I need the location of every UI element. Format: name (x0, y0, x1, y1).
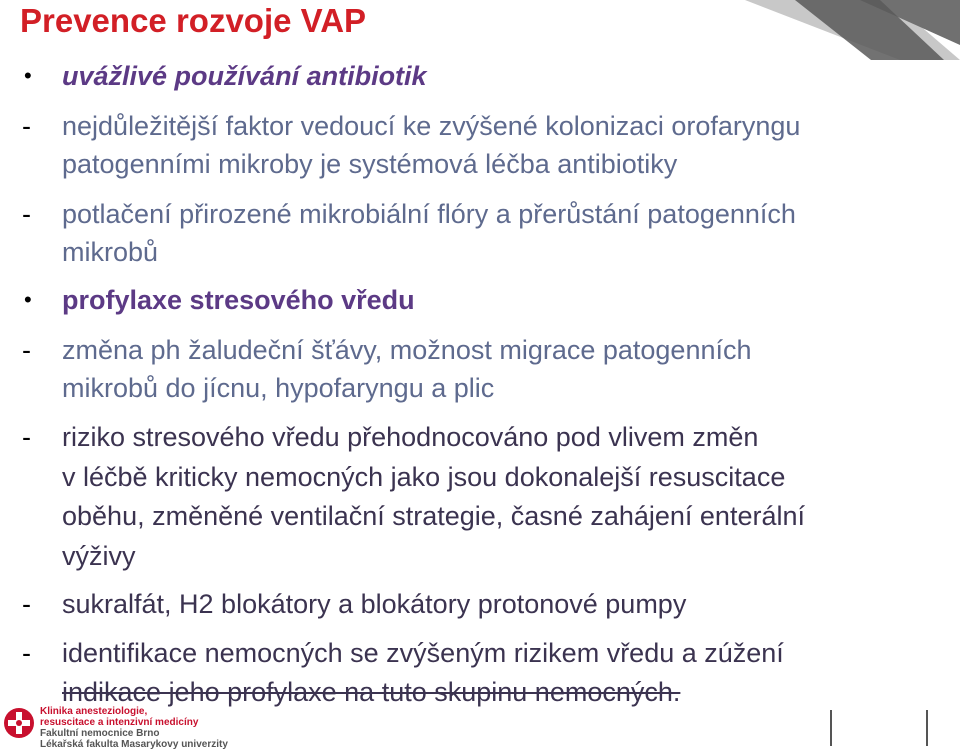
body-line: změna ph žaludeční šťávy, možnost migrace patogenních (62, 335, 752, 365)
body-line: mikrobů do jícnu, hypofaryngu a plic (62, 373, 495, 403)
clinic-logo-icon (2, 706, 36, 740)
body-line: oběhu, změněné ventilační strategie, časné zahájení enterální (62, 501, 805, 531)
logo-clinic-name-2: resuscitace a intenzivní medicíny (40, 717, 199, 728)
footer-divider (926, 710, 928, 746)
body-line: indikace jeho profylaxe na tuto skupinu nemocných. (62, 677, 681, 707)
body-line: identifikace nemocných se zvýšeným rizikem vředu a zúžení (62, 638, 784, 668)
bullet-heading-antibiotics: uvážlivé používání antibiotik (62, 61, 427, 91)
body-line: v léčbě kriticky nemocných jako jsou dokonalejší resuscitace (62, 462, 786, 492)
dash-marker: - (22, 589, 31, 619)
footer (0, 684, 960, 748)
bullet-heading-ulcer-prophylaxis: profylaxe stresového vředu (62, 285, 415, 315)
logo-faculty: Lékařská fakulta Masarykovy univerzity (40, 739, 228, 750)
body-line: patogenními mikroby je systémová léčba antibiotiky (62, 149, 678, 179)
dash-marker: - (22, 199, 31, 229)
body-line: výživy (62, 541, 136, 571)
body-line: riziko stresového vředu přehodnocováno pod vlivem změn (62, 422, 759, 452)
bullet-marker: • (24, 287, 32, 312)
body-line: nejdůležitější faktor vedoucí ke zvýšené kolonizaci orofaryngu (62, 111, 801, 141)
dash-marker: - (22, 422, 31, 452)
body-line: potlačení přirozené mikrobiální flóry a přerůstání patogenních (62, 199, 796, 229)
body-line: sukralfát, H2 blokátory a blokátory protonové pumpy (62, 589, 687, 619)
footer-divider (830, 710, 832, 746)
body-line: mikrobů (62, 237, 159, 267)
dash-marker: - (22, 638, 31, 668)
dash-marker: - (22, 335, 31, 365)
bullet-marker: • (24, 63, 32, 88)
dash-marker: - (22, 111, 31, 141)
logo-clinic-name: Klinika anesteziologie, (40, 706, 148, 717)
slide-title: Prevence rozvoje VAP (20, 2, 367, 39)
logo-hospital: Fakultní nemocnice Brno (40, 728, 160, 739)
